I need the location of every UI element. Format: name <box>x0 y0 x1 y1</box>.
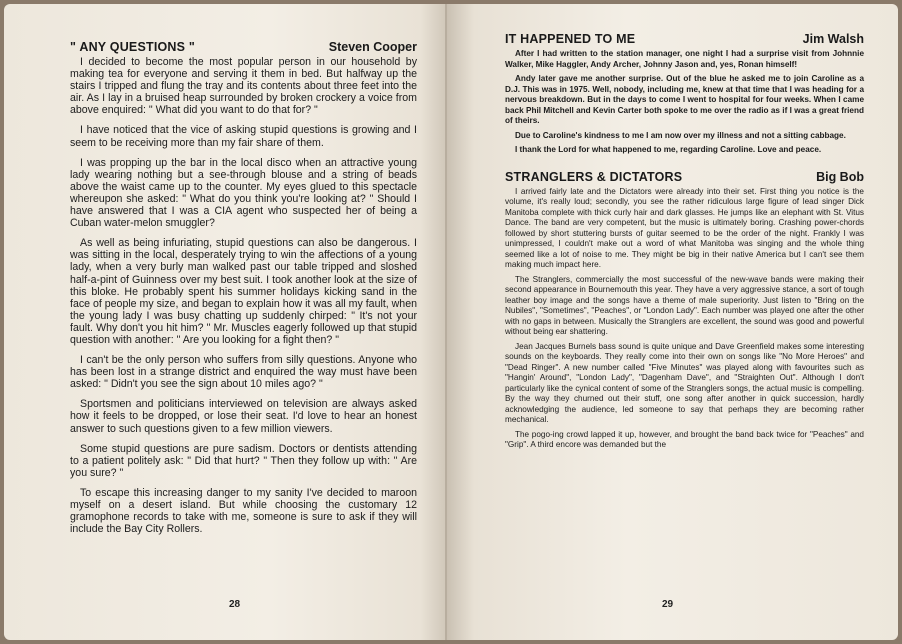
page-number: 29 <box>662 599 674 610</box>
article-body <box>505 49 864 156</box>
article-author: Big Bob <box>816 169 864 184</box>
paragraph: I can't be the only person who suffers from silly questions. Anyone who has been lost in a strange district and enquired the way must have been asked: " Didn't you see the sign about 10 miles ago? " <box>70 354 417 391</box>
article-title: STRANGLERS & DICTATORS <box>505 169 683 184</box>
article-header <box>70 40 417 54</box>
paragraph: I decided to become the most popular person in our household by making tea for everyone and serving it them in bed. But halfway up the stairs I tripped and flung the tray and its contents about three feet into the air. As I lay in a bruised heap surrounded by broken crockery a voice from above enquired: " What did you want to do that for? " <box>70 56 417 117</box>
paragraph: Some stupid questions are pure sadism. Doctors or dentists attending to a patient politely ask: " Did that hurt? " Then they follow up with: " Are you sure? " <box>70 442 417 479</box>
article-header <box>505 170 864 184</box>
paragraph: Jean Jacques Burnels bass sound is quite unique and Dave Greenfield makes some interesting sounds on the keyboards. They really come into their own on songs like "No More Heroes" and "Dead Ringer". A new number called "Five Minutes" was played along with favourites such as "Hangin' Around", "London Lady", "Dagenham Dave", and "Straighten Out". Although I don't particularly like the cynical content of some of the Stranglers songs, the actual music is compelling. By the way they churned out their stuff, one song after another in quick succession, hardly acknowledging the audience, led someone to say that perhaps they are becoming rather mechanical. <box>505 341 864 424</box>
paragraph: I thank the Lord for what happened to me, regarding Caroline. Love and peace. <box>515 145 822 154</box>
paragraph: After I had written to the station manager, one night I had a surprise visit from Johnnie Walker, Mike Haggler, Andy Archer, Johnny Jason and, yes, Ronan himself! <box>505 49 864 69</box>
paragraph: As well as being infuriating, stupid questions can also be dangerous. I was sitting in the local, desperately trying to win the affections of a young lady, when a very burly man walked past our table tripped and sloshed half-a-pint of Guinness over my best suit. I took another look at the size of this bloke. He probably spent his summer holidays kicking sand in the face of people my size, and began to explain how it was all my fault, when the young lady I was busy chatting up suddenly chirped: " It's not your fault. Why don't you hit him? " Mr. Muscles eagerly followed up that stupid question with another: " Are you looking for a fight then? " <box>70 237 417 346</box>
article-title: " ANY QUESTIONS " <box>70 40 195 54</box>
paragraph: I was propping up the bar in the local disco when an attractive young lady wearing nothing but a see-through blouse and a string of beads above the waist came up to the counter. My eyes glued to this spectacle whereupon she asked: " What do you think you're looking at? " Should I have answered that I was a CIA agent who suspected her of being a Cuban water-melon smuggler? <box>70 156 417 230</box>
paragraph: I arrived fairly late and the Dictators were already into their set. First thing you notice is the volume, it's really loud; secondly, you see the rather ridiculous large figure of lead singer Dick Manitoba complete with thick curly hair and dark glasses. He jumps like an elephant with St. Vitus Dance. The band are very competent, but the music is ultimately boring. Crashing power-chords followed by short stuttering bursts of guitar seemed to be the order of the night. Frankly I was unimpressed, I couldn't make out a word of what Manitoba was singing and the whole thing seemed like a lot of noise to me. They might be big in their native America but I can't see them making much impact here. <box>505 186 864 269</box>
article-body <box>505 187 864 451</box>
article-author: Jim Walsh <box>802 32 864 46</box>
article-author: Steven Cooper <box>328 40 417 54</box>
article-title: IT HAPPENED TO ME <box>505 32 636 46</box>
article-body <box>70 56 417 535</box>
paragraph: The pogo-ing crowd lapped it up, however, and brought the band back twice for "Peaches" and "Grip". A third encore was demanded but the <box>505 429 864 449</box>
paragraph: Due to Caroline's kindness to me I am now over my illness and not a sitting cabbage. <box>515 130 846 140</box>
left-page <box>4 4 447 640</box>
paragraph: Andy later gave me another surprise. Out of the blue he asked me to join Caroline as a D.J. This was in 1975. Well, nobody, including me, knew at that time that I was heading for a nervous breakdown. But in the days to come I went to hospital for four weeks. When I came back Phil Mitchell and Kevin Carter both spoke to me over the radio as if I was a great friend of theirs. <box>505 74 864 125</box>
article-header <box>505 32 864 46</box>
paragraph: The Stranglers, commercially the most successful of the new-wave bands were making their second appearance in Bournemouth this year. They have a very aggressive stance, a sort of tough leather boy image and the songs have a theme of male superiority. Just listen to "Bring on the Nubiles", "Sometimes", "Peaches", or "London Lady". Each number was played one after the other with no gaps in between. Musically the Stranglers are excellent, the sound was good and powerful without being ear shattering. <box>505 274 864 336</box>
paragraph: Sportsmen and politicians interviewed on television are always asked how it feels to be dropped, or lose their seat. I'd love to hear an honest answer to such questions given to a few million viewers. <box>70 398 417 435</box>
paragraph: To escape this increasing danger to my sanity I've decided to maroon myself on a desert island. But while choosing the customary 12 gramophone records to take with me, someone is sure to ask if they will include the Bay City Rollers. <box>70 486 417 536</box>
page-number: 28 <box>229 599 241 610</box>
right-page <box>447 4 898 640</box>
paragraph: I have noticed that the vice of asking stupid questions is growing and I seem to be receiving more than my fair share of them. <box>70 124 417 149</box>
